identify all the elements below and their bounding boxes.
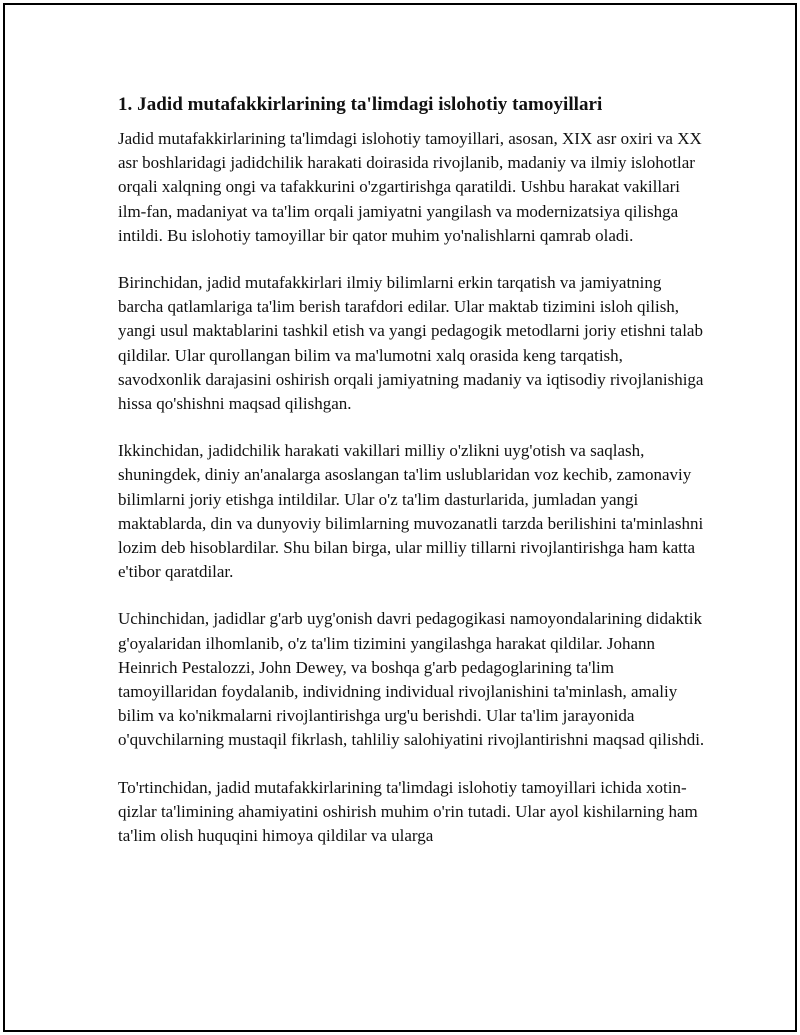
paragraph-third: Uchinchidan, jadidlar g'arb uyg'onish davri pedagogikasi namoyondalarining didaktik g'oyalaridan ilhomlanib, o'z ta'lim tizimini yangilashga harakat qildilar. Johann Heinrich Pestalozzi, John Dewey, va boshqa g'arb pedagoglarining ta'lim tamoyillaridan foydalanib, individning individual rivojlanishini ta'minlash, amaliy bilim va ko'nikmalarni rivojlantirishga urg'u berishdi. Ular ta'lim jarayonida o'quvchilarning mustaqil fikrlash, tahliliy salohiyatini rivojlantirishni maqsad qilishdi. (118, 609, 705, 750)
paragraph-first: Birinchidan, jadid mutafakkirlari ilmiy bilimlarni erkin tarqatish va jamiyatning barcha qatlamlariga ta'lim berish tarafdori edilar. Ular maktab tizimini isloh qilish, yangi usul maktablarini tashkil etish va yangi pedagogik metodlarni joriy etishni talab qildilar. Ular qurollangan bilim va ma'lumotni xalq orasida keng tarqatish, savodxonlik darajasini oshirish orqali jamiyatning madaniy va iqtisodiy rivojlanishiga hissa qo'shishni maqsad qilishgan. (118, 273, 704, 414)
paragraph-second: Ikkinchidan, jadidchilik harakati vakillari milliy o'zlikni uyg'otish va saqlash, shuningdek, diniy an'analarga asoslangan ta'lim uslublaridan voz kechib, zamonaviy bilimlarni joriy etishga intildilar. Ular o'z ta'lim dasturlarida, jumladan yangi maktablarda, din va dunyoviy bilimlarning muvozanatli tarzda berilishini ta'minlashni lozim deb hisoblardilar. Shu bilan birga, ular milliy tillarni rivojlantirishga ham katta e'tibor qaratdilar. (118, 441, 704, 582)
paragraph-fourth: To'rtinchidan, jadid mutafakkirlarining ta'limdagi islohotiy tamoyillari ichida xotin-qizlar ta'limining ahamiyatini oshirish muhim o'rin tutadi. Ular ayol kishilarning ham ta'lim olish huquqini himoya qildilar va ularga (118, 777, 698, 846)
document-body (118, 92, 708, 871)
document-title: 1. Jadid mutafakkirlarining ta'limdagi islohotiy tamoyillari (118, 94, 603, 115)
paragraph-intro: Jadid mutafakkirlarining ta'limdagi islohotiy tamoyillari, asosan, XIX asr oxiri va XX asr boshlaridagi jadidchilik harakati doirasida rivojlanib, madaniy va ilmiy islohotlar orqali xalqning ongi va tafakkurini o'zgartirishga qaratildi. Ushbu harakat vakillari ilm-fan, madaniyat va ta'lim orqali jamiyatni yangilash va modernizatsiya qilishga intildi. Bu islohotiy tamoyillar bir qator muhim yo'nalishlarni qamrab oladi. (118, 129, 702, 245)
